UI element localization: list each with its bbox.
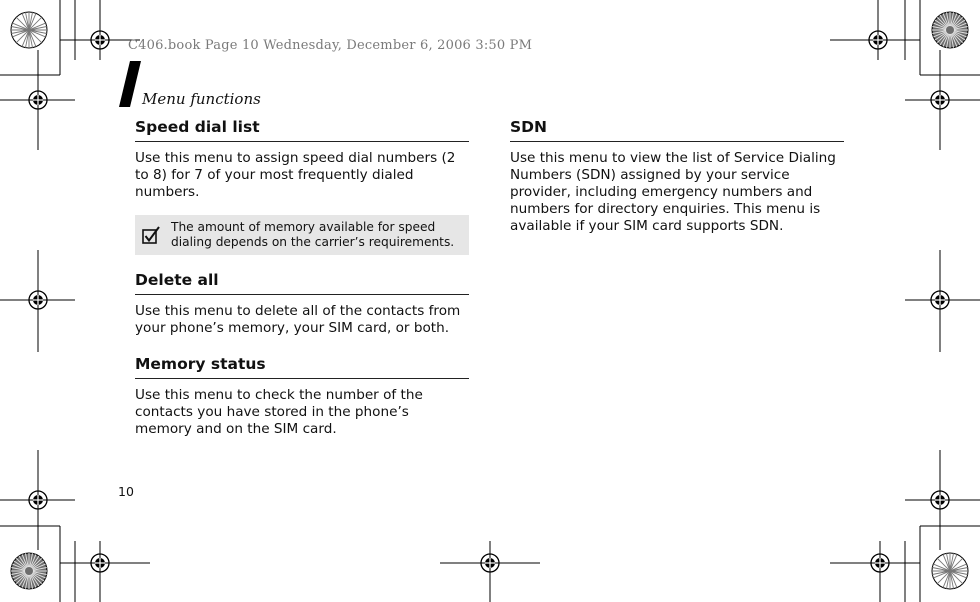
header-accent-bar <box>119 61 141 107</box>
section-heading: Delete all <box>135 271 469 295</box>
page-section-title: Menu functions <box>142 90 261 108</box>
note-box <box>135 215 469 255</box>
right-column <box>510 118 844 253</box>
page-number: 10 <box>118 484 134 499</box>
print-slug-line: C406.book Page 10 Wednesday, December 6, 2006 3:50 PM <box>128 38 533 53</box>
section-body: Use this menu to view the list of Service Dialing Numbers (SDN) assigned by your service provider, including emergency numbers and numbers for directory enquiries. This menu is available if your SIM card supports SDN. <box>510 150 836 234</box>
section-delete-all <box>135 271 469 337</box>
checkmark-note-icon <box>141 225 161 245</box>
section-sdn <box>510 118 844 235</box>
section-body: Use this menu to assign speed dial numbers (2 to 8) for 7 of your most frequently dialed numbers. <box>135 150 456 200</box>
section-speed-dial-list <box>135 118 469 255</box>
section-heading: SDN <box>510 118 844 142</box>
note-text: The amount of memory available for speed dialing depends on the carrier’s requirements. <box>171 220 455 249</box>
section-memory-status <box>135 355 469 438</box>
left-column <box>135 118 469 456</box>
section-heading: Memory status <box>135 355 469 379</box>
section-body: Use this menu to delete all of the contacts from your phone’s memory, your SIM card, or both. <box>135 303 461 336</box>
section-heading: Speed dial list <box>135 118 469 142</box>
section-body: Use this menu to check the number of the contacts you have stored in the phone’s memory and on the SIM card. <box>135 387 423 437</box>
